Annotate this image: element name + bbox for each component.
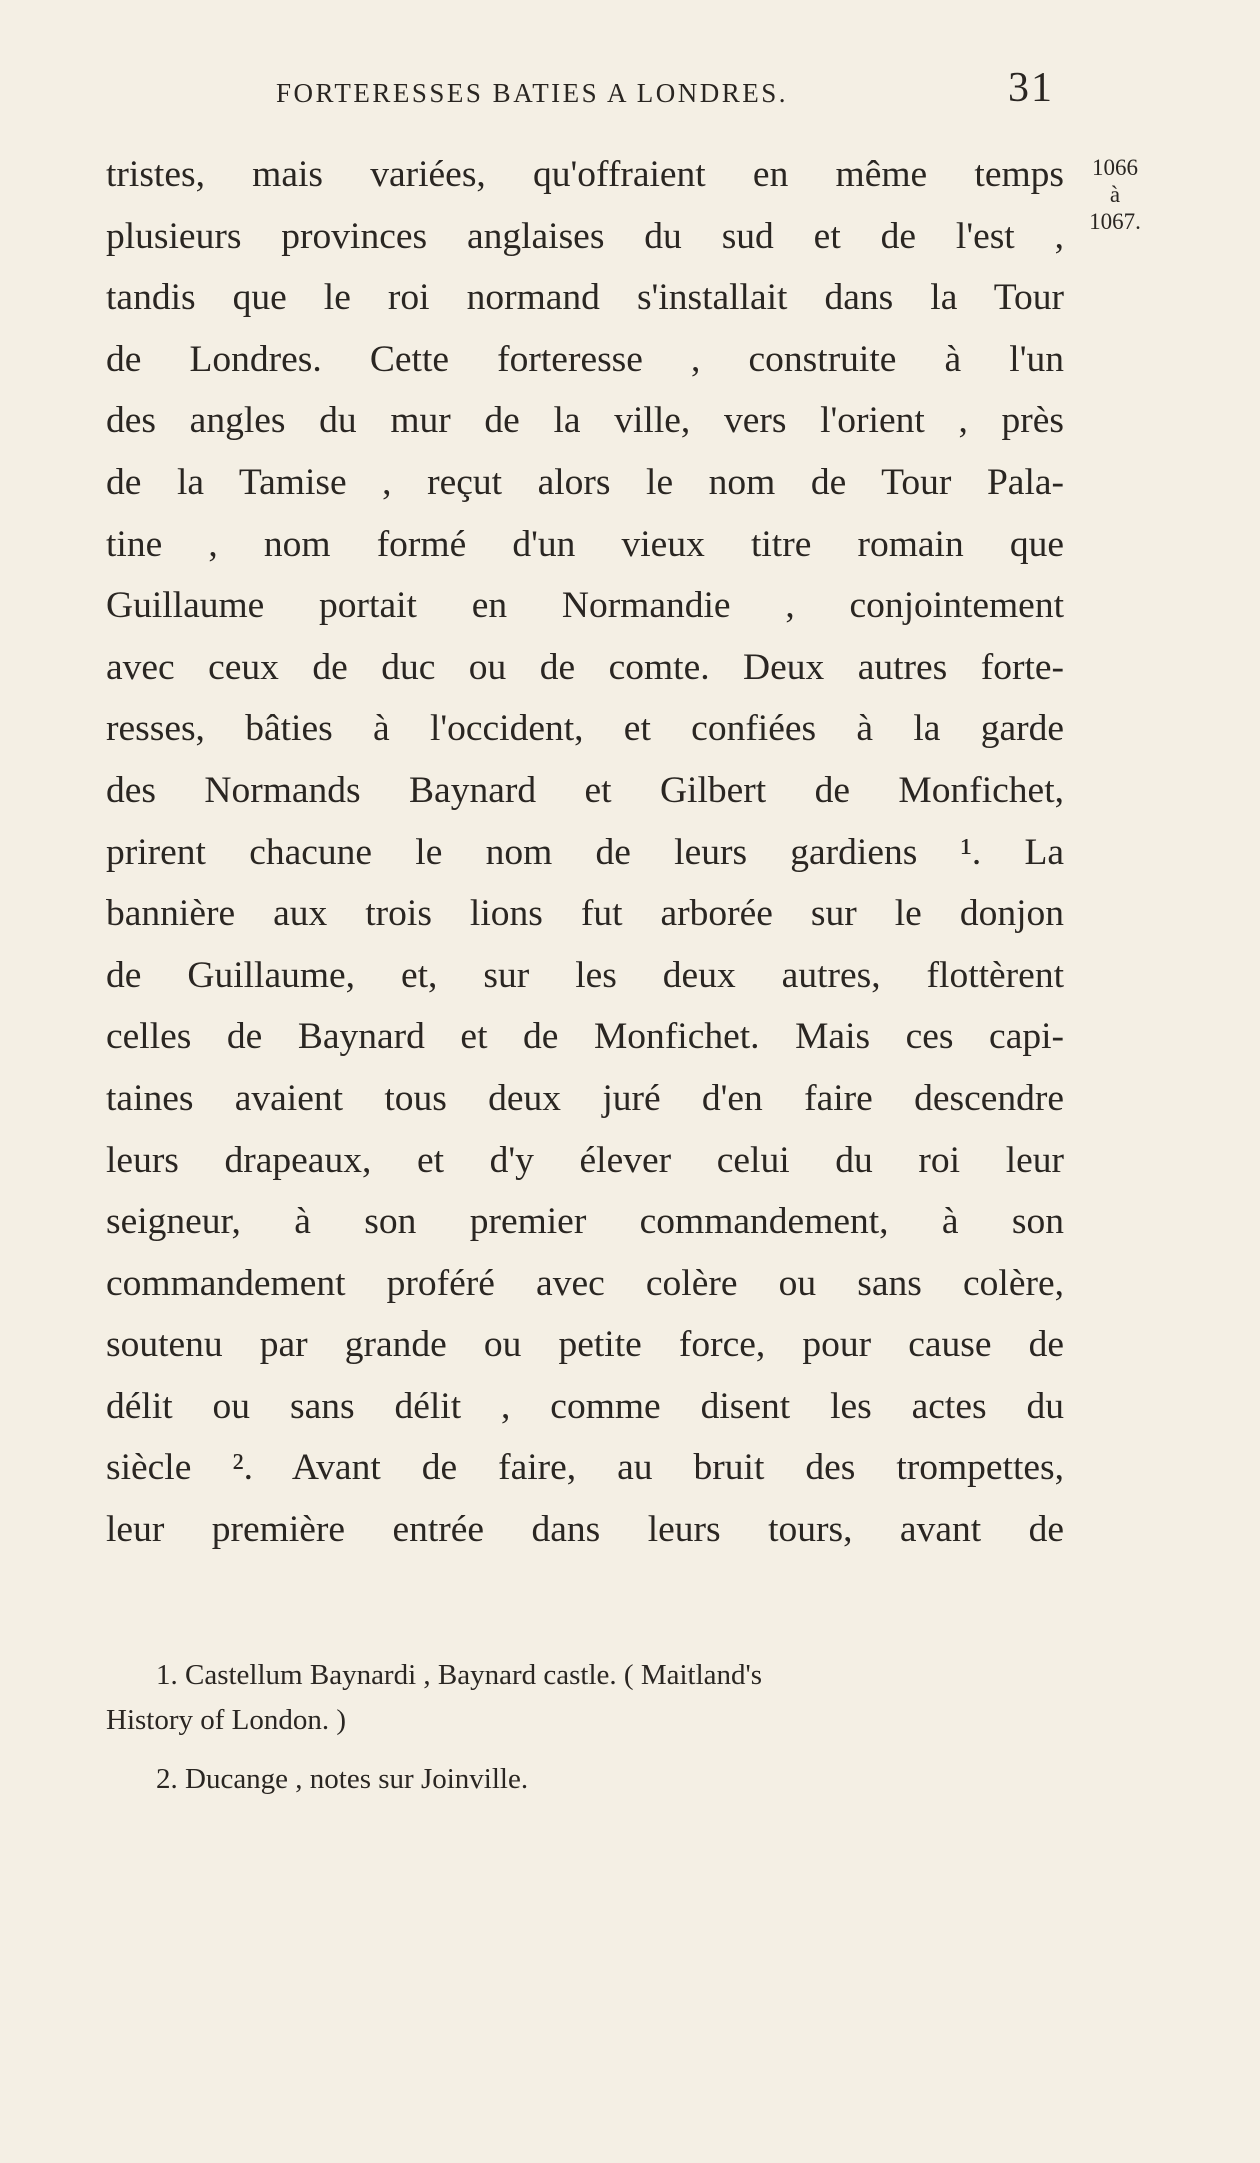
text-line: avec ceux de duc ou de comte. Deux autres forte- xyxy=(106,646,1064,688)
footnote-1-continuation: History of London. ) xyxy=(106,1704,347,1736)
text-line: tandis que le roi normand s'installait dans la Tour xyxy=(106,277,1064,319)
margin-date-start: 1066 xyxy=(1092,155,1138,180)
text-line: taines avaient tous deux juré d'en faire descendre xyxy=(106,1077,1064,1119)
text-line: leurs drapeaux, et d'y élever celui du roi leur xyxy=(106,1139,1064,1181)
margin-date-connector: à xyxy=(1109,182,1121,207)
text-line: tine , nom formé d'un vieux titre romain que xyxy=(106,523,1064,565)
margin-date-end: 1067. xyxy=(1089,209,1141,234)
footnote-1: 1. Castellum Baynardi , Baynard castle. ( Maitland's xyxy=(156,1659,763,1691)
text-line: resses, bâties à l'occident, et confiées à la garde xyxy=(106,708,1064,750)
text-line: des Normands Baynard et Gilbert de Monfichet, xyxy=(106,769,1064,811)
text-line: Guillaume portait en Normandie , conjointement xyxy=(106,585,1064,627)
text-line: délit ou sans délit , comme disent les actes du xyxy=(106,1385,1064,1427)
text-line: leur première entrée dans leurs tours, avant de xyxy=(106,1509,1064,1551)
text-line: seigneur, à son premier commandement, à son xyxy=(106,1201,1064,1243)
text-line: de Londres. Cette forteresse , construite à l'un xyxy=(106,338,1064,380)
footnote-2: 2. Ducange , notes sur Joinville. xyxy=(156,1763,529,1795)
text-line: commandement proféré avec colère ou sans colère, xyxy=(106,1262,1064,1304)
text-line: plusieurs provinces anglaises du sud et de l'est , xyxy=(106,215,1064,257)
text-line: siècle ². Avant de faire, au bruit des trompettes, xyxy=(106,1447,1064,1489)
text-line: celles de Baynard et de Monfichet. Mais ces capi- xyxy=(106,1016,1064,1058)
text-line: de Guillaume, et, sur les deux autres, flottèrent xyxy=(106,954,1064,996)
text-line: tristes, mais variées, qu'offraient en même temps xyxy=(106,154,1064,195)
footnotes xyxy=(106,1653,1046,1802)
margin-date-note xyxy=(1070,154,1160,235)
text-line: soutenu par grande ou petite force, pour cause de xyxy=(106,1324,1064,1366)
running-title: FORTERESSES BATIES A LONDRES. xyxy=(276,78,788,108)
page-number: 31 xyxy=(1008,65,1054,111)
text-line: des angles du mur de la ville, vers l'orient , près xyxy=(106,400,1064,442)
text-line: bannière aux trois lions fut arborée sur le donjon xyxy=(106,893,1064,935)
main-text xyxy=(106,144,1064,1561)
text-line: prirent chacune le nom de leurs gardiens ¹. La xyxy=(106,831,1064,873)
text-line: de la Tamise , reçut alors le nom de Tour Pala- xyxy=(106,461,1064,503)
